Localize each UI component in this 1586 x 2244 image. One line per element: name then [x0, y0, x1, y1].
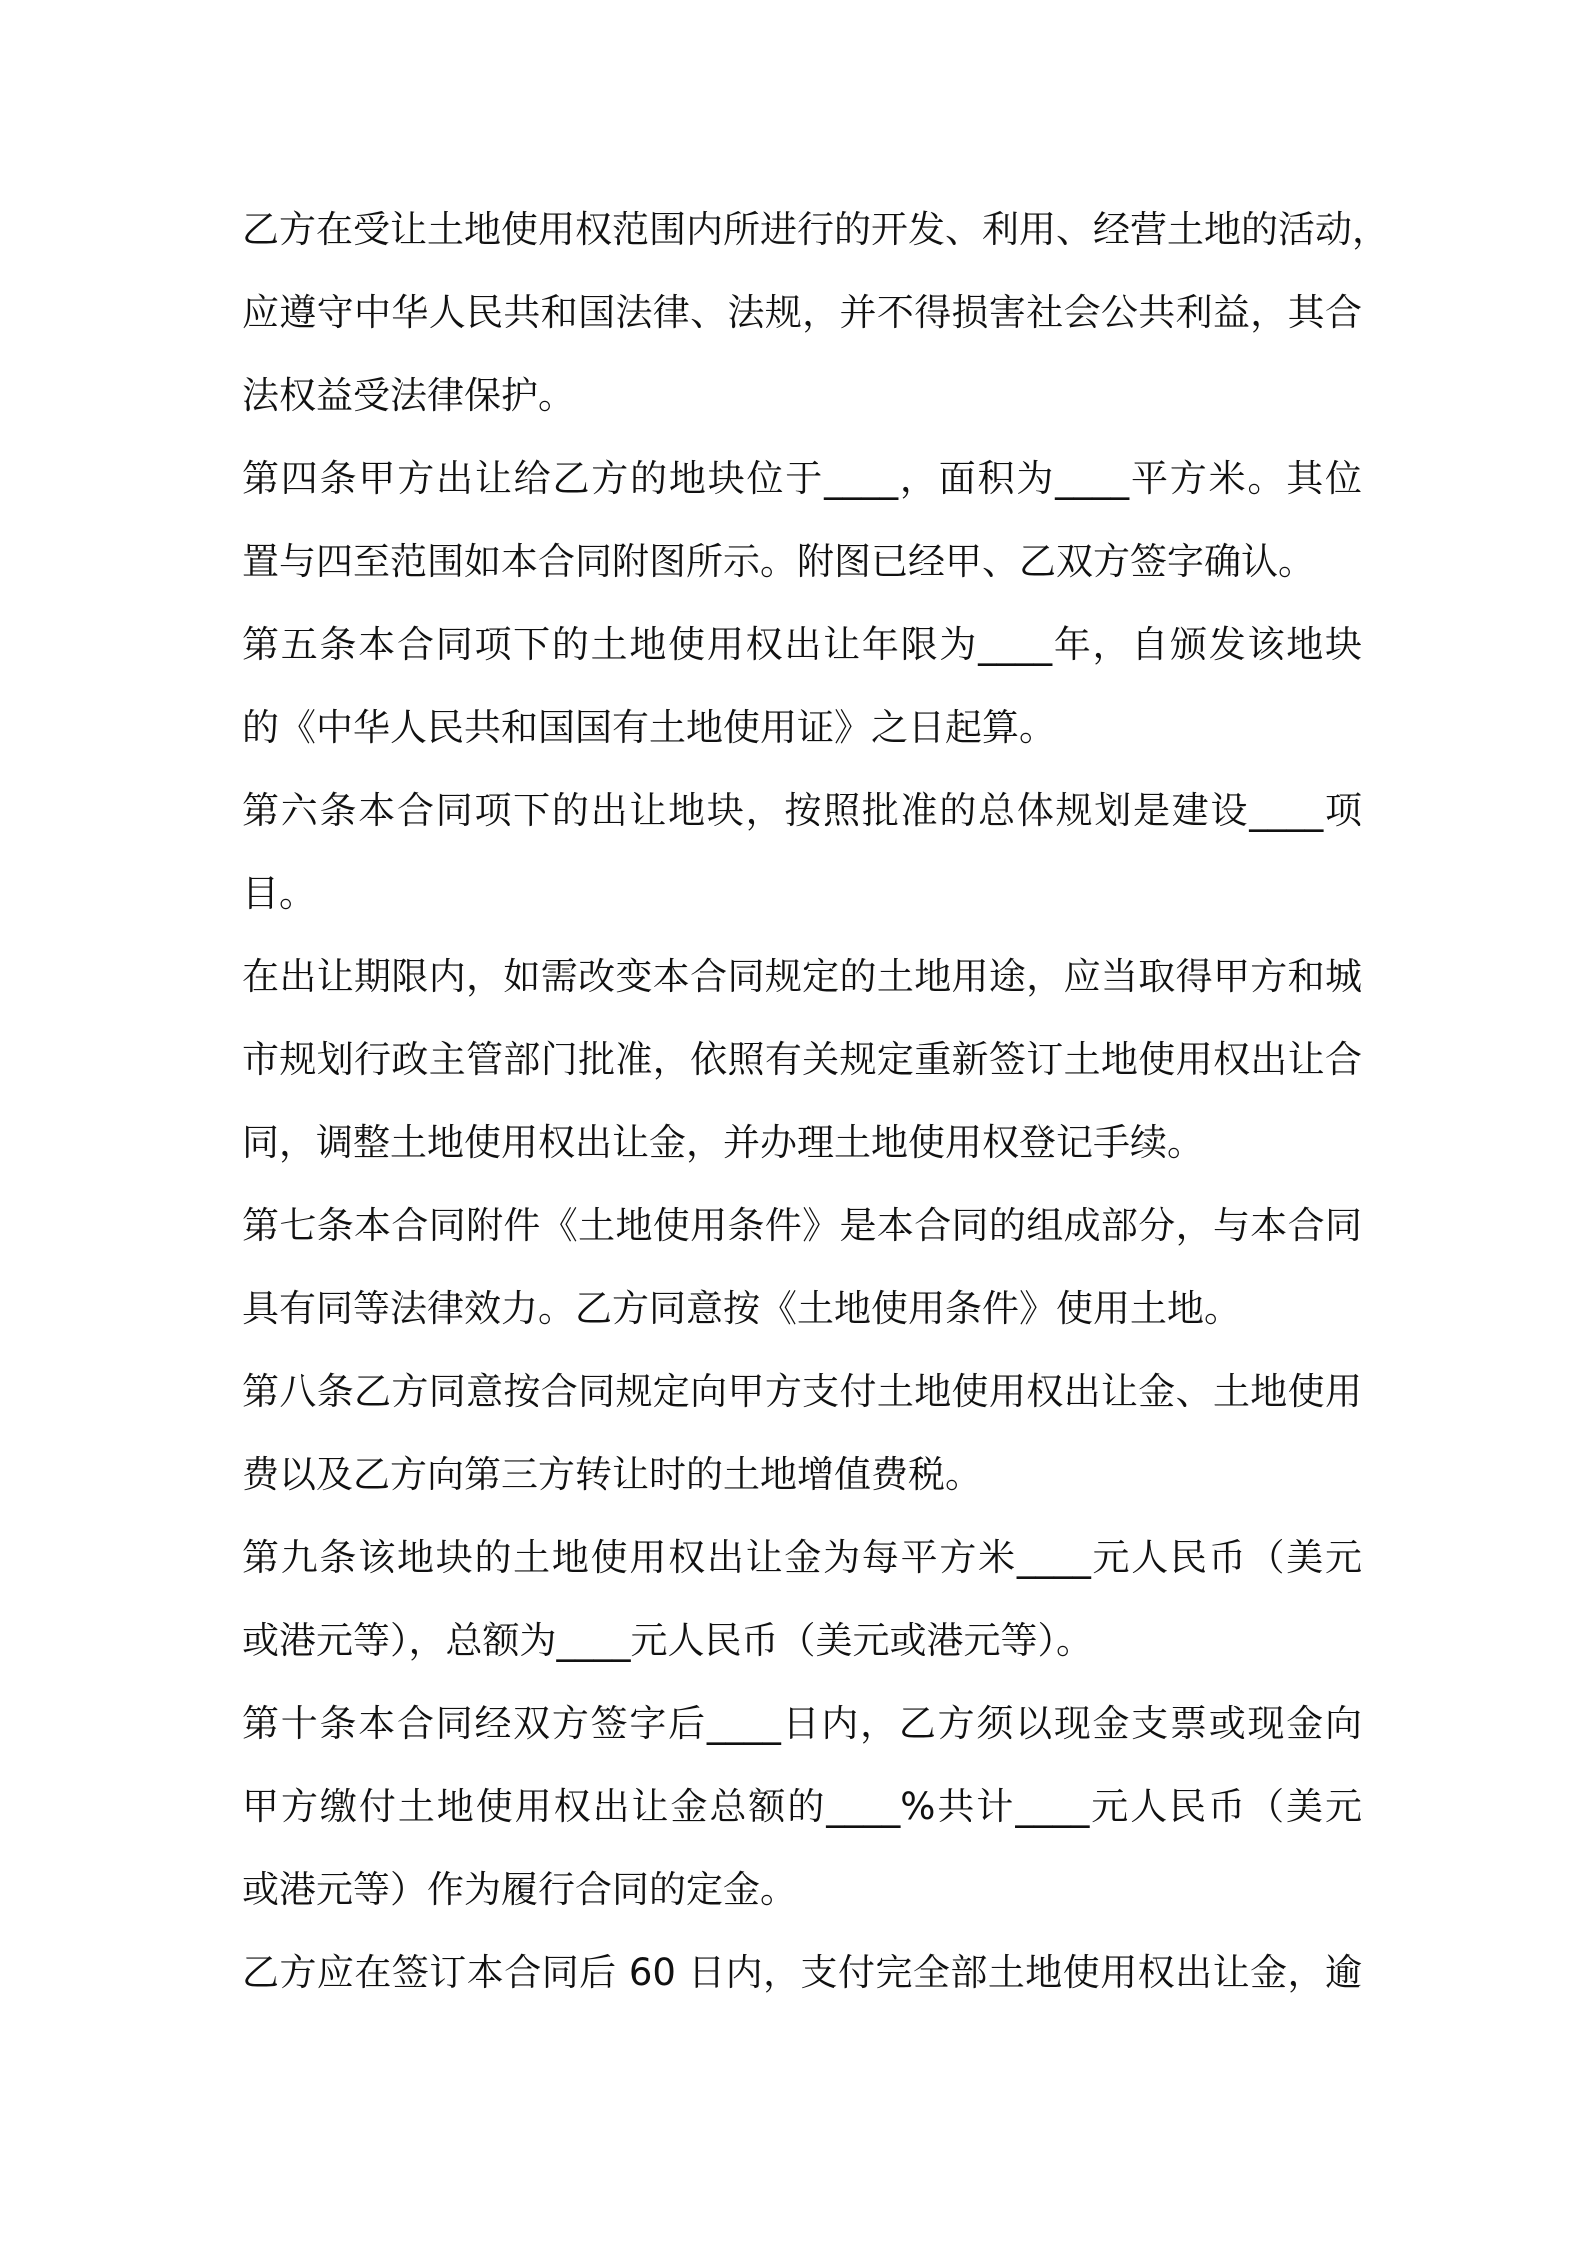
text-line: 第九条该地块的土地使用权出让金为每平方米____元人民币（美元	[242, 1536, 1362, 1579]
text-line: 第五条本合同项下的土地使用权出让年限为____年，自颁发该地块	[242, 623, 1362, 666]
text-line: 第八条乙方同意按合同规定向甲方支付土地使用权出让金、土地使用	[242, 1370, 1362, 1413]
text-line: 费以及乙方向第三方转让时的土地增值费税。	[242, 1453, 982, 1496]
text-line: 的《中华人民共和国国有土地使用证》之日起算。	[242, 706, 1056, 749]
text-line: 目。	[242, 872, 316, 915]
text-line: 具有同等法律效力。乙方同意按《土地使用条件》使用土地。	[242, 1287, 1241, 1330]
text-line: 在出让期限内，如需改变本合同规定的土地用途，应当取得甲方和城	[242, 955, 1362, 998]
text-line: 甲方缴付土地使用权出让金总额的____%共计____元人民币（美元	[242, 1785, 1362, 1828]
contract-text	[242, 188, 1389, 2014]
text-line: 第七条本合同附件《土地使用条件》是本合同的组成部分，与本合同	[242, 1204, 1362, 1247]
text-line: 应遵守中华人民共和国法律、法规，并不得损害社会公共利益，其合	[242, 291, 1362, 334]
text-line: 置与四至范围如本合同附图所示。附图已经甲、乙双方签字确认。	[242, 540, 1315, 583]
text-line: 第十条本合同经双方签字后____日内，乙方须以现金支票或现金向	[242, 1702, 1362, 1745]
text-line: 或港元等），总额为____元人民币（美元或港元等）。	[242, 1619, 1093, 1662]
text-line: 第四条甲方出让给乙方的地块位于____，面积为____平方米。其位	[242, 457, 1362, 500]
text-line: 或港元等）作为履行合同的定金。	[242, 1868, 797, 1911]
text-line: 第六条本合同项下的出让地块，按照批准的总体规划是建设____项	[242, 789, 1362, 832]
text-line: 同，调整土地使用权出让金，并办理土地使用权登记手续。	[242, 1121, 1204, 1164]
text-line: 乙方在受让土地使用权范围内所进行的开发、利用、经营土地的活动，	[242, 208, 1389, 251]
text-line: 市规划行政主管部门批准，依照有关规定重新签订土地使用权出让合	[242, 1038, 1362, 1081]
text-line: 乙方应在签订本合同后 60 日内，支付完全部土地使用权出让金，逾	[242, 1951, 1362, 1994]
text-line: 法权益受法律保护。	[242, 374, 575, 417]
